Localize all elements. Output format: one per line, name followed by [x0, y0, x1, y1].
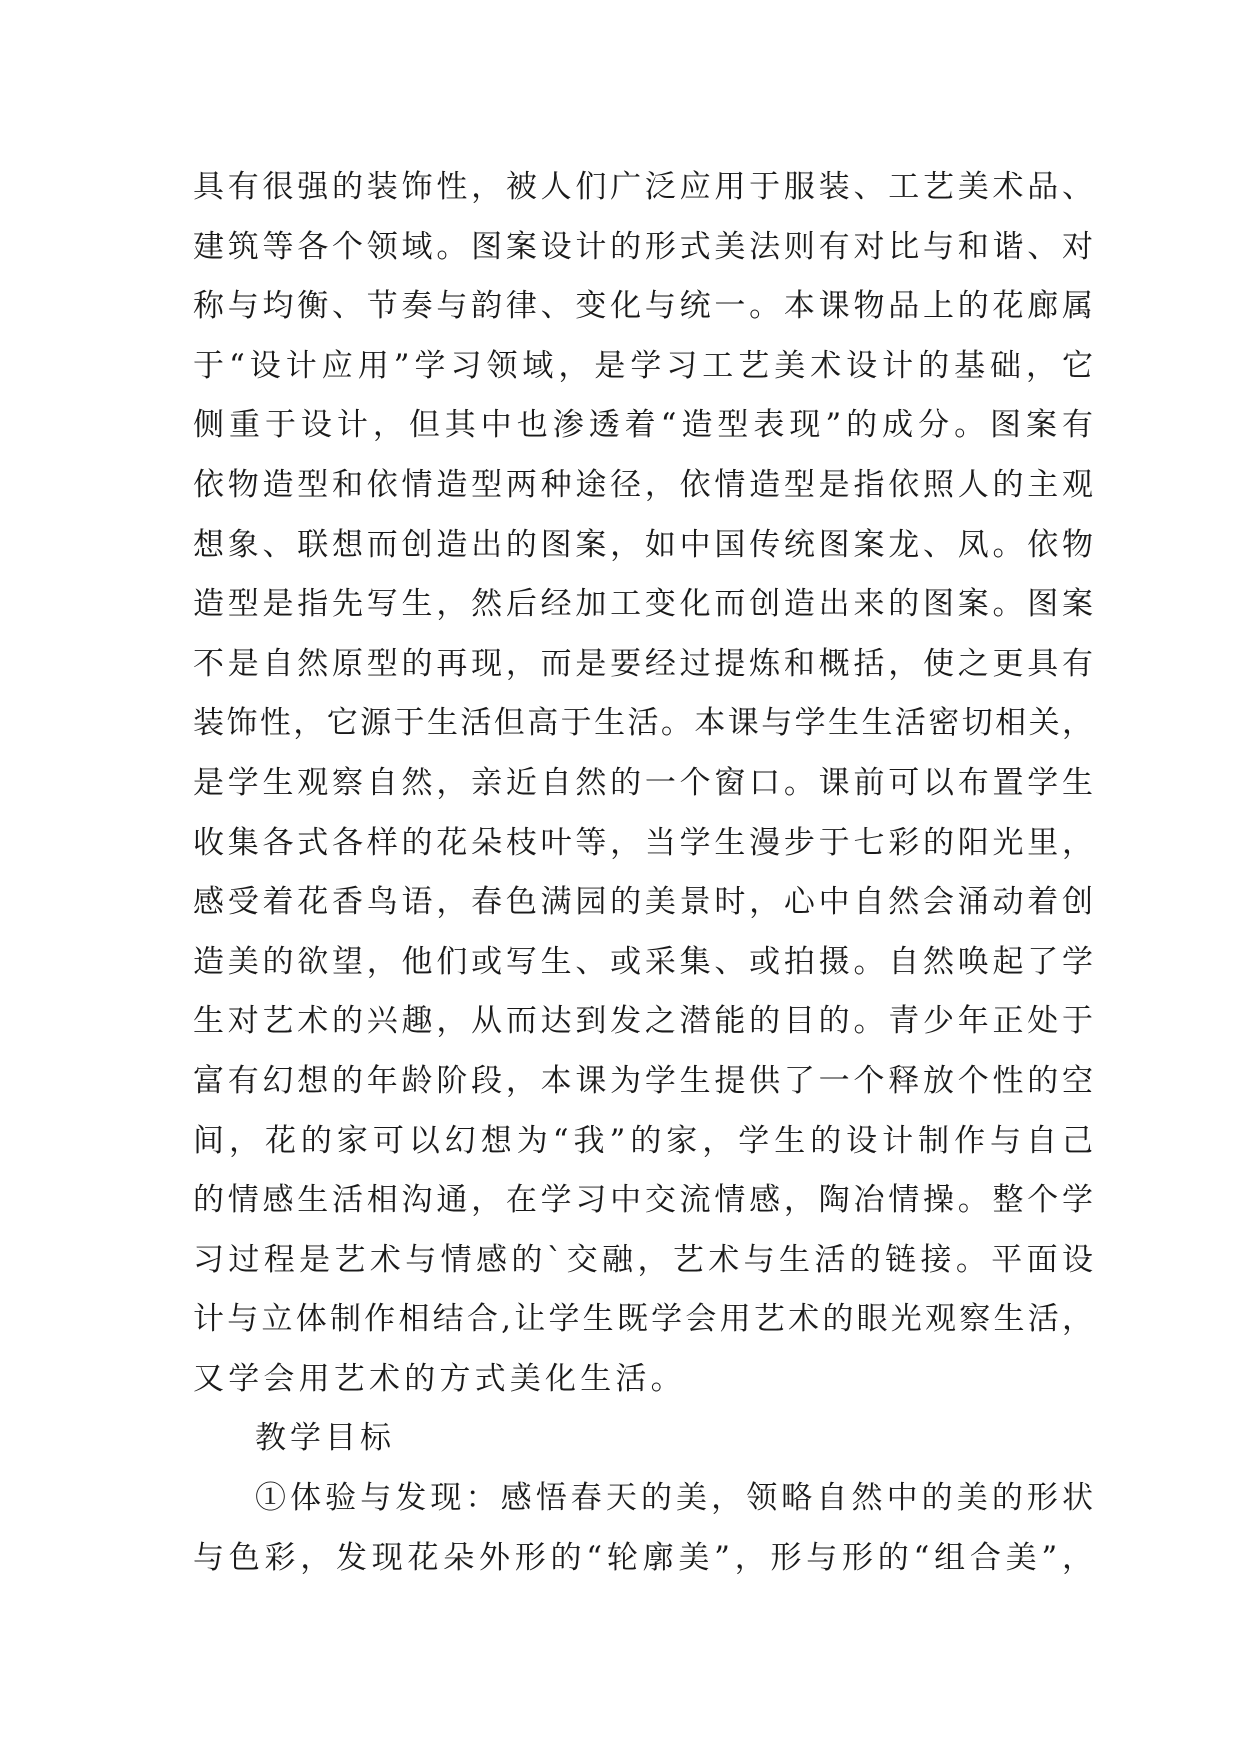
paragraph-line: 收集各式各样的花朵枝叶等，当学生漫步于七彩的阳光里， — [193, 824, 1093, 861]
paragraph-line: 依物造型和依情造型两种途径，依情造型是指依照人的主观 — [193, 466, 1093, 503]
paragraph-line: 习过程是艺术与情感的`交融，艺术与生活的链接。平面设 — [193, 1241, 1093, 1278]
paragraph-line: 建筑等各个领域。图案设计的形式美法则有对比与和谐、对 — [193, 228, 1093, 265]
paragraph-line: 间，花的家可以幻想为“我”的家，学生的设计制作与自己 — [193, 1122, 1093, 1159]
paragraph-line: 计与立体制作相结合,让学生既学会用艺术的眼光观察生活， — [193, 1301, 1093, 1338]
paragraph-line: 感受着花香鸟语，春色满园的美景时，心中自然会涌动着创 — [193, 884, 1093, 921]
paragraph-line: 称与均衡、节奏与韵律、变化与统一。本课物品上的花廊属 — [193, 288, 1093, 325]
paragraph-line: 造美的欲望，他们或写生、或采集、或拍摄。自然唤起了学 — [193, 943, 1093, 980]
paragraph-line: 的情感生活相沟通，在学习中交流情感，陶冶情操。整个学 — [193, 1182, 1093, 1219]
paragraph-line: 于“设计应用”学习领域，是学习工艺美术设计的基础，它 — [193, 347, 1093, 384]
paragraph-line: 侧重于设计，但其中也渗透着“造型表现”的成分。图案有 — [193, 407, 1093, 444]
paragraph-line: 造型是指先写生，然后经加工变化而创造出来的图案。图案 — [193, 586, 1093, 623]
document-body — [193, 158, 1093, 1588]
paragraph-line: 富有幻想的年龄阶段，本课为学生提供了一个释放个性的空 — [193, 1062, 1093, 1099]
goal-line: 与色彩，发现花朵外形的“轮廓美”，形与形的“组合美”， — [193, 1539, 1093, 1576]
paragraph-line: 生对艺术的兴趣，从而达到发之潜能的目的。青少年正处于 — [193, 1003, 1093, 1040]
section-heading: 教学目标 — [255, 1420, 395, 1457]
paragraph-line: 又学会用艺术的方式美化生活。 — [193, 1360, 686, 1397]
paragraph-line: 装饰性，它源于生活但高于生活。本课与学生生活密切相关， — [193, 705, 1093, 742]
paragraph-line: 想象、联想而创造出的图案，如中国传统图案龙、凤。依物 — [193, 526, 1093, 563]
paragraph-line: 不是自然原型的再现，而是要经过提炼和概括，使之更具有 — [193, 645, 1093, 682]
goal-line: ①体验与发现：感悟春天的美，领略自然中的美的形状 — [255, 1480, 1093, 1517]
paragraph-line: 是学生观察自然，亲近自然的一个窗口。课前可以布置学生 — [193, 764, 1093, 801]
paragraph-line: 具有很强的装饰性，被人们广泛应用于服装、工艺美术品、 — [193, 169, 1093, 205]
